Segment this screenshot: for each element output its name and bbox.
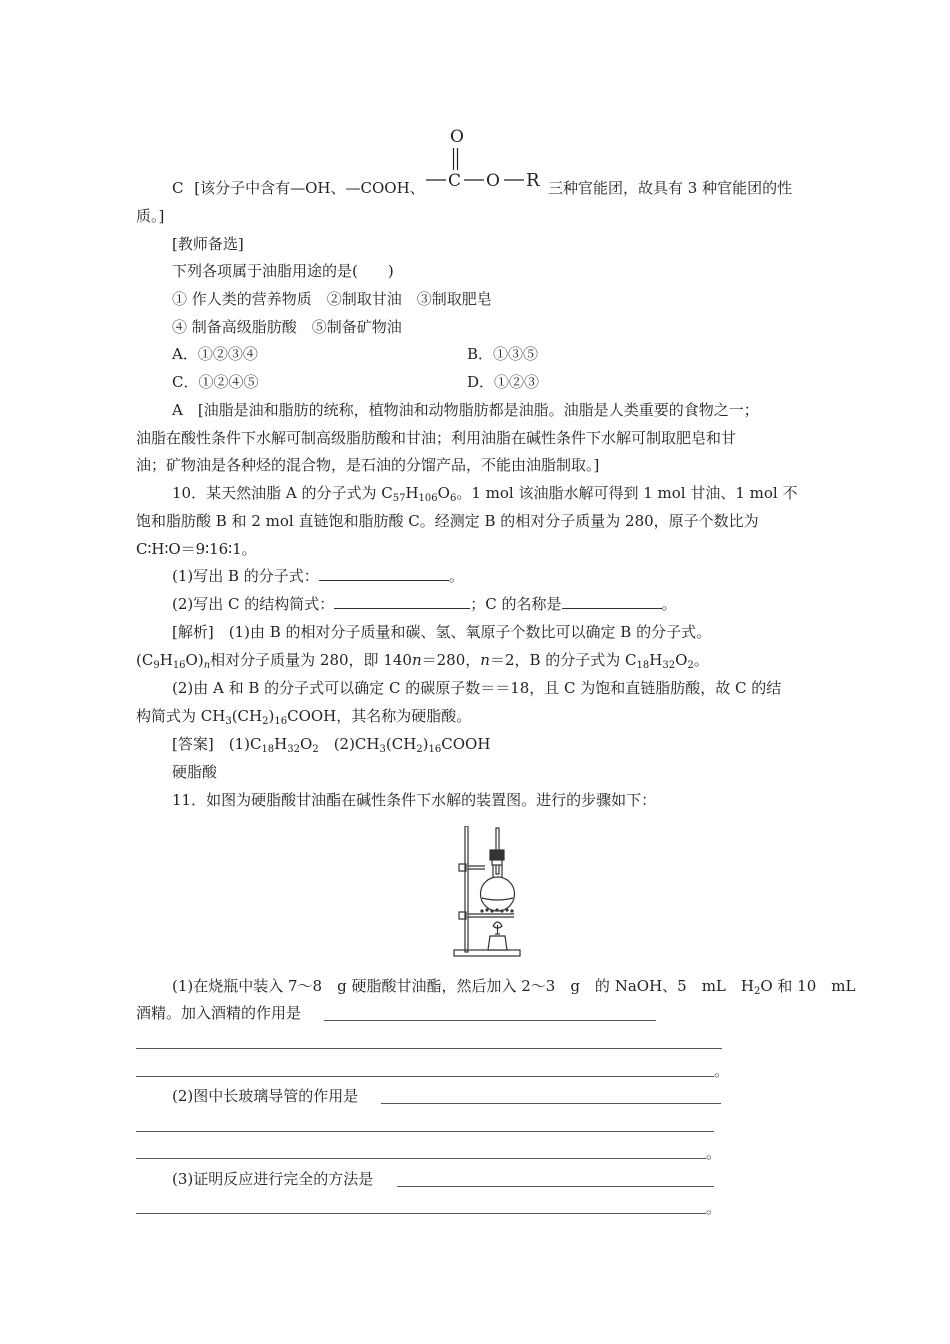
- q10-part-2-label: (2)写出 C 的结构简式：: [172, 595, 335, 613]
- q10-part-1-label: (1)写出 B 的分子式：: [172, 567, 319, 585]
- option-d: D．①②③: [467, 373, 540, 391]
- q10-part-2: [172, 594, 677, 614]
- answer-text: H: [274, 735, 288, 753]
- teacher-answer-line-3: 油；矿物油是各种烃的混合物，是石油的分馏产品，不能由油脂制取。]: [136, 456, 600, 474]
- answer-blank[interactable]: [562, 594, 662, 609]
- q11-step-3: (3)证明反应进行完全的方法是: [172, 1170, 374, 1188]
- subscript: 16: [274, 716, 288, 727]
- answer-blank[interactable]: [397, 1186, 714, 1187]
- teacher-items-2: ④ 制备高级脂肪酸 ⑤制备矿物油: [172, 318, 402, 336]
- answer-blank[interactable]: [324, 1020, 656, 1021]
- subscript: 2: [262, 716, 269, 727]
- subscript: 106: [418, 493, 438, 504]
- answer-blank[interactable]: [381, 1103, 721, 1104]
- q11-step-1-cont: [136, 1003, 301, 1023]
- subscript: 3: [225, 716, 232, 727]
- q11-text: O 和 10 mL: [760, 977, 856, 995]
- analysis-line-4: [136, 706, 471, 732]
- q10-part-2-mid: ；C 的名称是: [470, 595, 562, 613]
- punctuation: 。: [706, 1144, 722, 1162]
- analysis-text: H: [159, 651, 173, 669]
- subscript: 32: [287, 744, 300, 755]
- reflux-apparatus-figure: [452, 826, 524, 960]
- analysis-text: (CH: [231, 707, 263, 725]
- punctuation: 。: [714, 1062, 730, 1080]
- answer-9-text-b: 三种官能团，故具有 3 种官能团的性: [548, 179, 793, 197]
- analysis-text: ＝2，B 的分子式为 C: [489, 651, 637, 669]
- analysis-text: 。: [693, 651, 709, 669]
- option-a: A．①②③④: [172, 345, 258, 363]
- analysis-line-2: [136, 650, 709, 676]
- analysis-text: O: [675, 651, 688, 669]
- subscript: 9: [153, 660, 160, 671]
- answer-blank[interactable]: [136, 1076, 714, 1077]
- answer-9-text-a: [该分子中含有—OH、—COOH、: [194, 179, 425, 197]
- analysis-line-1: [解析] (1)由 B 的相对分子质量和碳、氢、氧原子个数比可以确定 B 的分子式。: [172, 623, 712, 641]
- punctuation: 。: [706, 1199, 722, 1217]
- subscript: 2: [753, 986, 761, 997]
- punctuation: 。: [448, 567, 464, 585]
- q10-line-1: [172, 483, 797, 509]
- subscript: 57: [392, 493, 406, 504]
- q10-text: 。1 mol 该油脂水解可得到 1 mol 甘油、1 mol 不: [456, 484, 798, 502]
- ether-oxygen: O: [486, 171, 500, 191]
- answer-blank[interactable]: [136, 1158, 706, 1159]
- q10-line-2: 饱和脂肪酸 B 和 2 mol 直链饱和脂肪酸 C。经测定 B 的相对分子质量为 280，原子个数比为: [136, 512, 759, 530]
- answer-text: (2)CH: [318, 735, 380, 753]
- q10-line-3: C∶H∶O＝9∶16∶1。: [136, 540, 257, 558]
- answer-blank[interactable]: [319, 566, 449, 581]
- r-group: R: [526, 170, 540, 191]
- variable-n: n: [480, 651, 490, 669]
- q10-text: O: [437, 484, 450, 502]
- q10-text: 10．某天然油脂 A 的分子式为 C: [172, 484, 393, 502]
- subscript: n: [203, 660, 211, 671]
- subscript: 16: [428, 744, 442, 755]
- ester-group-structure: [424, 124, 548, 200]
- carbonyl-oxygen: O: [450, 127, 464, 147]
- q11-step-2: (2)图中长玻璃导管的作用是: [172, 1087, 359, 1105]
- option-b: B．①③⑤: [467, 345, 539, 363]
- analysis-text: H: [649, 651, 663, 669]
- analysis-text: ＝280，: [421, 651, 481, 669]
- subscript: 16: [172, 660, 186, 671]
- q11-intro: 11．如图为硬脂酸甘油酯在碱性条件下水解的装置图。进行的步骤如下：: [172, 791, 657, 809]
- punctuation: 。: [661, 595, 677, 613]
- subscript: 18: [636, 660, 650, 671]
- option-c: C．①②④⑤: [172, 373, 259, 391]
- analysis-text: (C: [136, 651, 154, 669]
- subscript: 3: [379, 744, 386, 755]
- subscript: 2: [416, 744, 423, 755]
- q11-text: (1)在烧瓶中装入 7～8 g 硬脂酸甘油酯，然后加入 2～3 g 的 NaOH、5 mL H: [172, 977, 754, 995]
- answer-text: [答案] (1)C: [172, 735, 262, 753]
- analysis-text: 构简式为 CH: [136, 707, 226, 725]
- carbon-atom: C: [448, 171, 462, 191]
- teacher-answer-line-1: A [油脂是油和脂肪的统称，植物油和动物脂肪都是油脂。油脂是人类重要的食物之一；: [172, 401, 759, 419]
- analysis-line-3: (2)由 A 和 B 的分子式可以确定 C 的碳原子数＝＝18，且 C 为饱和直链脂肪酸，故 C 的结: [172, 679, 782, 697]
- teacher-answer-line-2: 油脂在酸性条件下水解可制高级脂肪酸和甘油；利用油脂在碱性条件下水解可制取肥皂和甘: [136, 429, 737, 447]
- answer-text: O: [300, 735, 313, 753]
- answer-line-2: 硬脂酸: [172, 763, 218, 781]
- subscript: 18: [261, 744, 275, 755]
- answer-blank[interactable]: [136, 1131, 714, 1132]
- analysis-text: 相对分子质量为 280，即 140: [210, 651, 412, 669]
- answer-9-line: [172, 178, 425, 198]
- teacher-items-1: ① 作人类的营养物质 ②制取甘油 ③制取肥皂: [172, 290, 492, 308]
- subscript: 2: [687, 660, 694, 671]
- subscript: 2: [312, 744, 319, 755]
- answer-blank[interactable]: [136, 1048, 722, 1049]
- analysis-text: O): [185, 651, 204, 669]
- q10-text: H: [405, 484, 419, 502]
- variable-n: n: [411, 651, 422, 669]
- q10-part-1: [172, 566, 464, 586]
- answer-blank[interactable]: [334, 594, 470, 609]
- analysis-text: ): [268, 707, 275, 725]
- q11-text: 酒精。加入酒精的作用是: [136, 1004, 302, 1022]
- answer-line: [172, 734, 490, 760]
- analysis-text: COOH，其名称为硬脂酸。: [287, 707, 472, 725]
- q11-step-1: [172, 976, 855, 1002]
- answer-text: (CH: [385, 735, 417, 753]
- answer-blank[interactable]: [136, 1213, 706, 1214]
- answer-text: ): [422, 735, 429, 753]
- answer-letter: C: [172, 179, 184, 197]
- teacher-heading: [教师备选]: [172, 235, 244, 253]
- subscript: 6: [449, 493, 457, 504]
- answer-text: COOH: [441, 735, 491, 753]
- answer-9-text-c: 质。]: [136, 207, 165, 225]
- subscript: 32: [662, 660, 676, 671]
- teacher-question: 下列各项属于油脂用途的是( ): [172, 262, 394, 280]
